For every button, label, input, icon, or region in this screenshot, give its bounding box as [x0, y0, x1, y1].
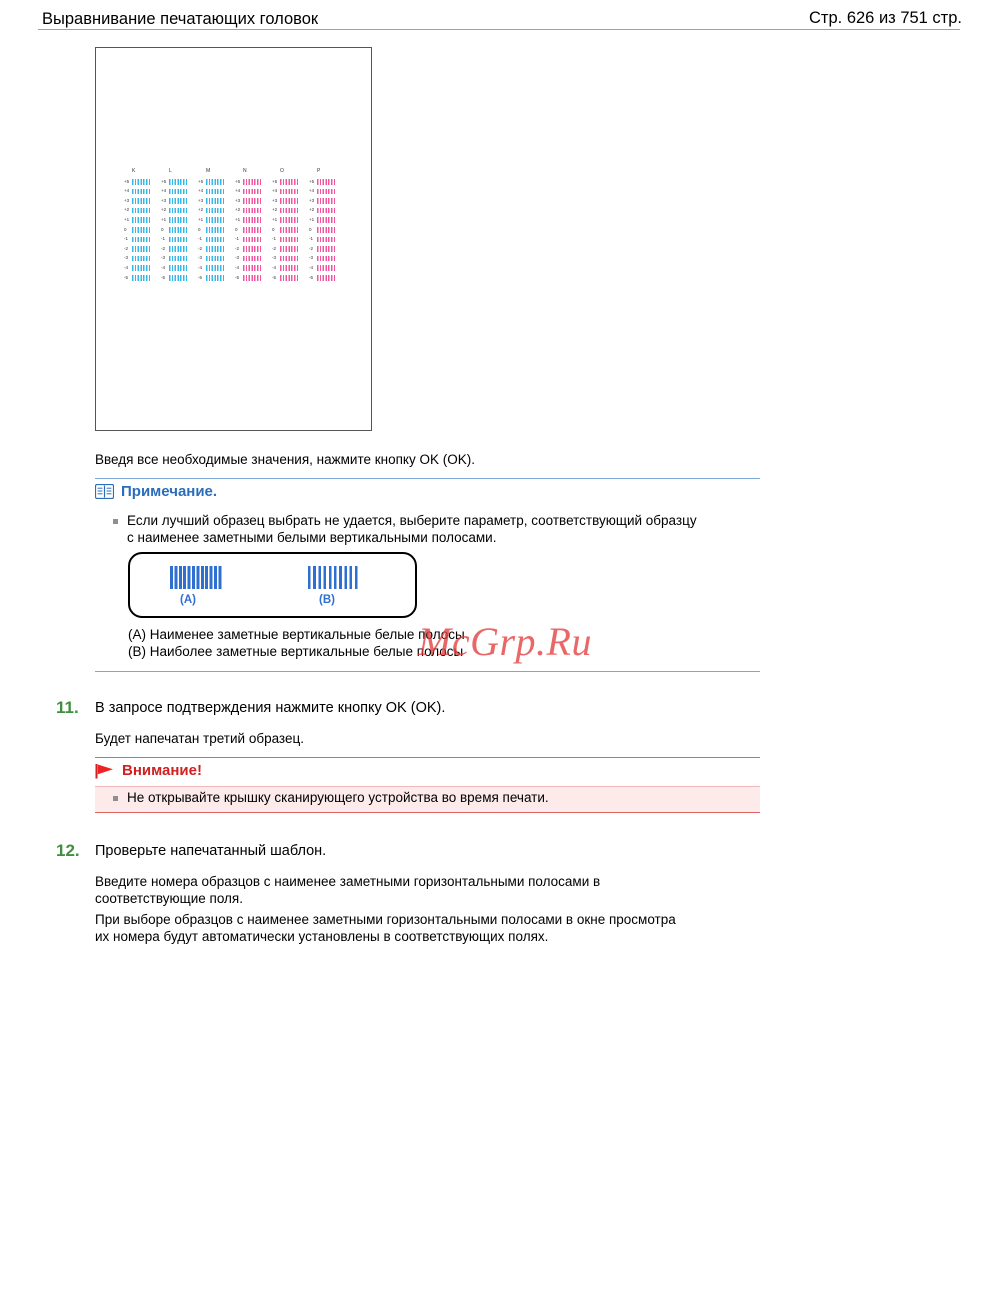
row-number: -1	[235, 236, 240, 242]
pattern-bar	[206, 275, 225, 281]
pattern-bar	[132, 198, 151, 204]
pattern-bar	[317, 265, 336, 271]
pattern-bar	[243, 256, 262, 262]
book-icon	[95, 484, 114, 499]
row-number: -4	[235, 264, 240, 270]
row-number: +5	[124, 178, 130, 184]
row-number: +1	[161, 216, 167, 222]
row-number: +4	[309, 188, 315, 194]
pattern-bar	[243, 275, 262, 281]
pattern-bar	[206, 217, 225, 223]
pattern-bar	[243, 227, 262, 233]
pattern-bar	[206, 189, 225, 195]
note-title: Примечание.	[121, 483, 218, 500]
pattern-bar	[243, 208, 262, 214]
pattern-bar	[169, 246, 188, 252]
step-12-title: Проверьте напечатанный шаблон.	[95, 843, 327, 859]
row-number: -1	[161, 236, 166, 242]
pattern-column-O	[272, 168, 302, 288]
column-label: K	[132, 168, 136, 174]
pattern-bar	[317, 189, 336, 195]
page-number-label: Стр. 626 из 751 стр.	[809, 9, 962, 27]
row-number: +5	[198, 178, 204, 184]
row-number: -3	[161, 255, 166, 261]
pattern-bar	[280, 237, 299, 243]
label-b: (B)	[319, 594, 335, 606]
pattern-bar	[317, 179, 336, 185]
row-number: +4	[272, 188, 278, 194]
row-number: -4	[272, 264, 277, 270]
step-12-body-line-4: их номера будут автоматически установлены в соответствующих полях.	[95, 929, 549, 944]
row-number: +2	[235, 207, 241, 213]
row-number: +5	[161, 178, 167, 184]
label-a: (A)	[180, 594, 196, 606]
pattern-bar	[169, 217, 188, 223]
row-number: -2	[198, 245, 203, 251]
row-number: +4	[198, 188, 204, 194]
bullet-icon	[113, 519, 118, 524]
row-number: -4	[198, 264, 203, 270]
pattern-bar	[317, 246, 336, 252]
row-number: -5	[309, 274, 314, 280]
pattern-bar	[206, 179, 225, 185]
ab-comparison-figure	[128, 552, 417, 618]
pattern-bar	[243, 217, 262, 223]
row-number: 0	[124, 226, 127, 232]
row-number: +1	[309, 216, 315, 222]
row-number: +5	[235, 178, 241, 184]
row-number: +3	[161, 197, 167, 203]
pattern-bar	[243, 265, 262, 271]
step-11-title: В запросе подтверждения нажмите кнопку OK (OK).	[95, 700, 446, 716]
pattern-bar	[280, 227, 299, 233]
pattern-bar	[206, 265, 225, 271]
pattern-bar	[317, 217, 336, 223]
pattern-column-L	[161, 168, 191, 288]
row-number: -5	[272, 274, 277, 280]
pattern-bar	[206, 237, 225, 243]
row-number: -5	[198, 274, 203, 280]
pattern-bar	[132, 246, 151, 252]
caution-header	[95, 762, 202, 779]
step-12-body-line-2: соответствующие поля.	[95, 891, 243, 906]
row-number: 0	[309, 226, 312, 232]
row-number: -5	[235, 274, 240, 280]
pattern-bar	[206, 227, 225, 233]
row-number: +3	[309, 197, 315, 203]
row-number: +2	[198, 207, 204, 213]
column-label: M	[206, 168, 211, 174]
step-12-body-line-1: Введите номера образцов с наименее заметными горизонтальными полосами в	[95, 874, 601, 889]
pattern-bar	[243, 189, 262, 195]
pattern-bar	[169, 237, 188, 243]
step-11-body: Будет напечатан третий образец.	[95, 731, 304, 746]
row-number: -3	[198, 255, 203, 261]
pattern-bar	[132, 189, 151, 195]
row-number: -5	[161, 274, 166, 280]
pattern-sheet-illustration	[95, 47, 372, 431]
stripe-pattern-b	[308, 566, 360, 589]
pattern-bar	[169, 265, 188, 271]
row-number: +3	[235, 197, 241, 203]
page-title: Выравнивание печатающих головок	[42, 10, 319, 28]
pattern-bar	[169, 256, 188, 262]
row-number: -4	[309, 264, 314, 270]
row-number: -1	[198, 236, 203, 242]
row-number: +1	[235, 216, 241, 222]
caution-title: Внимание!	[122, 762, 202, 779]
pattern-bar	[243, 179, 262, 185]
row-number: -4	[124, 264, 129, 270]
pattern-bar	[169, 275, 188, 281]
note-divider-bottom	[95, 671, 760, 672]
pattern-bar	[132, 227, 151, 233]
column-label: L	[169, 168, 172, 174]
row-number: +3	[198, 197, 204, 203]
pattern-bar	[317, 198, 336, 204]
row-number: +1	[272, 216, 278, 222]
warning-flag-icon	[95, 763, 115, 779]
pattern-column-P	[309, 168, 339, 288]
pattern-bar	[206, 198, 225, 204]
row-number: -1	[309, 236, 314, 242]
row-number: 0	[198, 226, 201, 232]
pattern-bar	[317, 275, 336, 281]
pattern-bar	[317, 208, 336, 214]
pattern-bar	[280, 246, 299, 252]
pattern-bar	[280, 179, 299, 185]
bullet-icon	[113, 796, 118, 801]
caution-bullet: Не открывайте крышку сканирующего устройства во время печати.	[127, 790, 549, 805]
row-number: +3	[124, 197, 130, 203]
pattern-bar	[280, 256, 299, 262]
note-header	[95, 483, 217, 500]
caption-a: (A) Наименее заметные вертикальные белые полосы	[128, 627, 465, 642]
row-number: -3	[309, 255, 314, 261]
pattern-bar	[243, 246, 262, 252]
row-number: -2	[124, 245, 129, 251]
stripe-pattern-a	[170, 566, 222, 589]
row-number: +4	[161, 188, 167, 194]
pattern-bar	[280, 265, 299, 271]
pattern-bar	[280, 275, 299, 281]
row-number: +4	[124, 188, 130, 194]
pattern-bar	[317, 227, 336, 233]
row-number: +1	[124, 216, 130, 222]
row-number: +2	[309, 207, 315, 213]
row-number: +1	[198, 216, 204, 222]
row-number: -1	[124, 236, 129, 242]
step-12-body-line-3: При выборе образцов с наименее заметными горизонтальными полосами в окне просмотра	[95, 912, 676, 927]
pattern-column-K	[124, 168, 154, 288]
pattern-bar	[169, 227, 188, 233]
pattern-column-N	[235, 168, 265, 288]
pattern-column-M	[198, 168, 228, 288]
step-11-number: 11.	[56, 698, 79, 717]
pattern-bar	[206, 208, 225, 214]
row-number: -2	[161, 245, 166, 251]
pattern-bar	[280, 198, 299, 204]
pattern-bar	[280, 208, 299, 214]
row-number: +5	[309, 178, 315, 184]
pattern-bar	[132, 208, 151, 214]
pattern-bar	[132, 256, 151, 262]
pattern-bar	[243, 198, 262, 204]
note-bullet-line-1: Если лучший образец выбрать не удается, выберите параметр, соответствующий образцу	[127, 513, 697, 528]
column-label: P	[317, 168, 321, 174]
row-number: -2	[272, 245, 277, 251]
pattern-bar	[317, 256, 336, 262]
column-label: N	[243, 168, 247, 174]
pattern-bar	[206, 256, 225, 262]
row-number: +4	[235, 188, 241, 194]
pattern-bar	[132, 237, 151, 243]
header-divider	[38, 29, 960, 30]
pattern-bar	[169, 208, 188, 214]
pattern-bar	[280, 189, 299, 195]
pattern-bar	[243, 237, 262, 243]
row-number: 0	[235, 226, 238, 232]
pattern-bar	[132, 265, 151, 271]
row-number: -3	[124, 255, 129, 261]
row-number: -1	[272, 236, 277, 242]
column-label: O	[280, 168, 284, 174]
pattern-bar	[169, 179, 188, 185]
step-12-number: 12.	[56, 841, 80, 860]
pattern-bar	[317, 237, 336, 243]
note-bullet-line-2: с наименее заметными белыми вертикальными полосами.	[127, 530, 497, 545]
row-number: +5	[272, 178, 278, 184]
caption-b: (B) Наиболее заметные вертикальные белые полосы	[128, 644, 464, 659]
row-number: 0	[161, 226, 164, 232]
pattern-bar	[169, 198, 188, 204]
pattern-bar	[280, 217, 299, 223]
intro-paragraph: Введя все необходимые значения, нажмите кнопку OK (OK).	[95, 452, 475, 467]
pattern-bar	[169, 189, 188, 195]
row-number: -5	[124, 274, 129, 280]
pattern-bar	[206, 246, 225, 252]
row-number: +3	[272, 197, 278, 203]
row-number: -4	[161, 264, 166, 270]
row-number: +2	[161, 207, 167, 213]
row-number: -3	[235, 255, 240, 261]
pattern-bar	[132, 275, 151, 281]
caution-divider-top	[95, 757, 760, 758]
pattern-grid	[124, 168, 344, 288]
pattern-bar	[132, 217, 151, 223]
watermark: McGrp.Ru	[418, 619, 592, 664]
pattern-bar	[132, 179, 151, 185]
row-number: 0	[272, 226, 275, 232]
row-number: -3	[272, 255, 277, 261]
row-number: +2	[124, 207, 130, 213]
row-number: -2	[235, 245, 240, 251]
page-header	[0, 8, 1000, 38]
row-number: -2	[309, 245, 314, 251]
note-divider-top	[95, 478, 760, 479]
row-number: +2	[272, 207, 278, 213]
